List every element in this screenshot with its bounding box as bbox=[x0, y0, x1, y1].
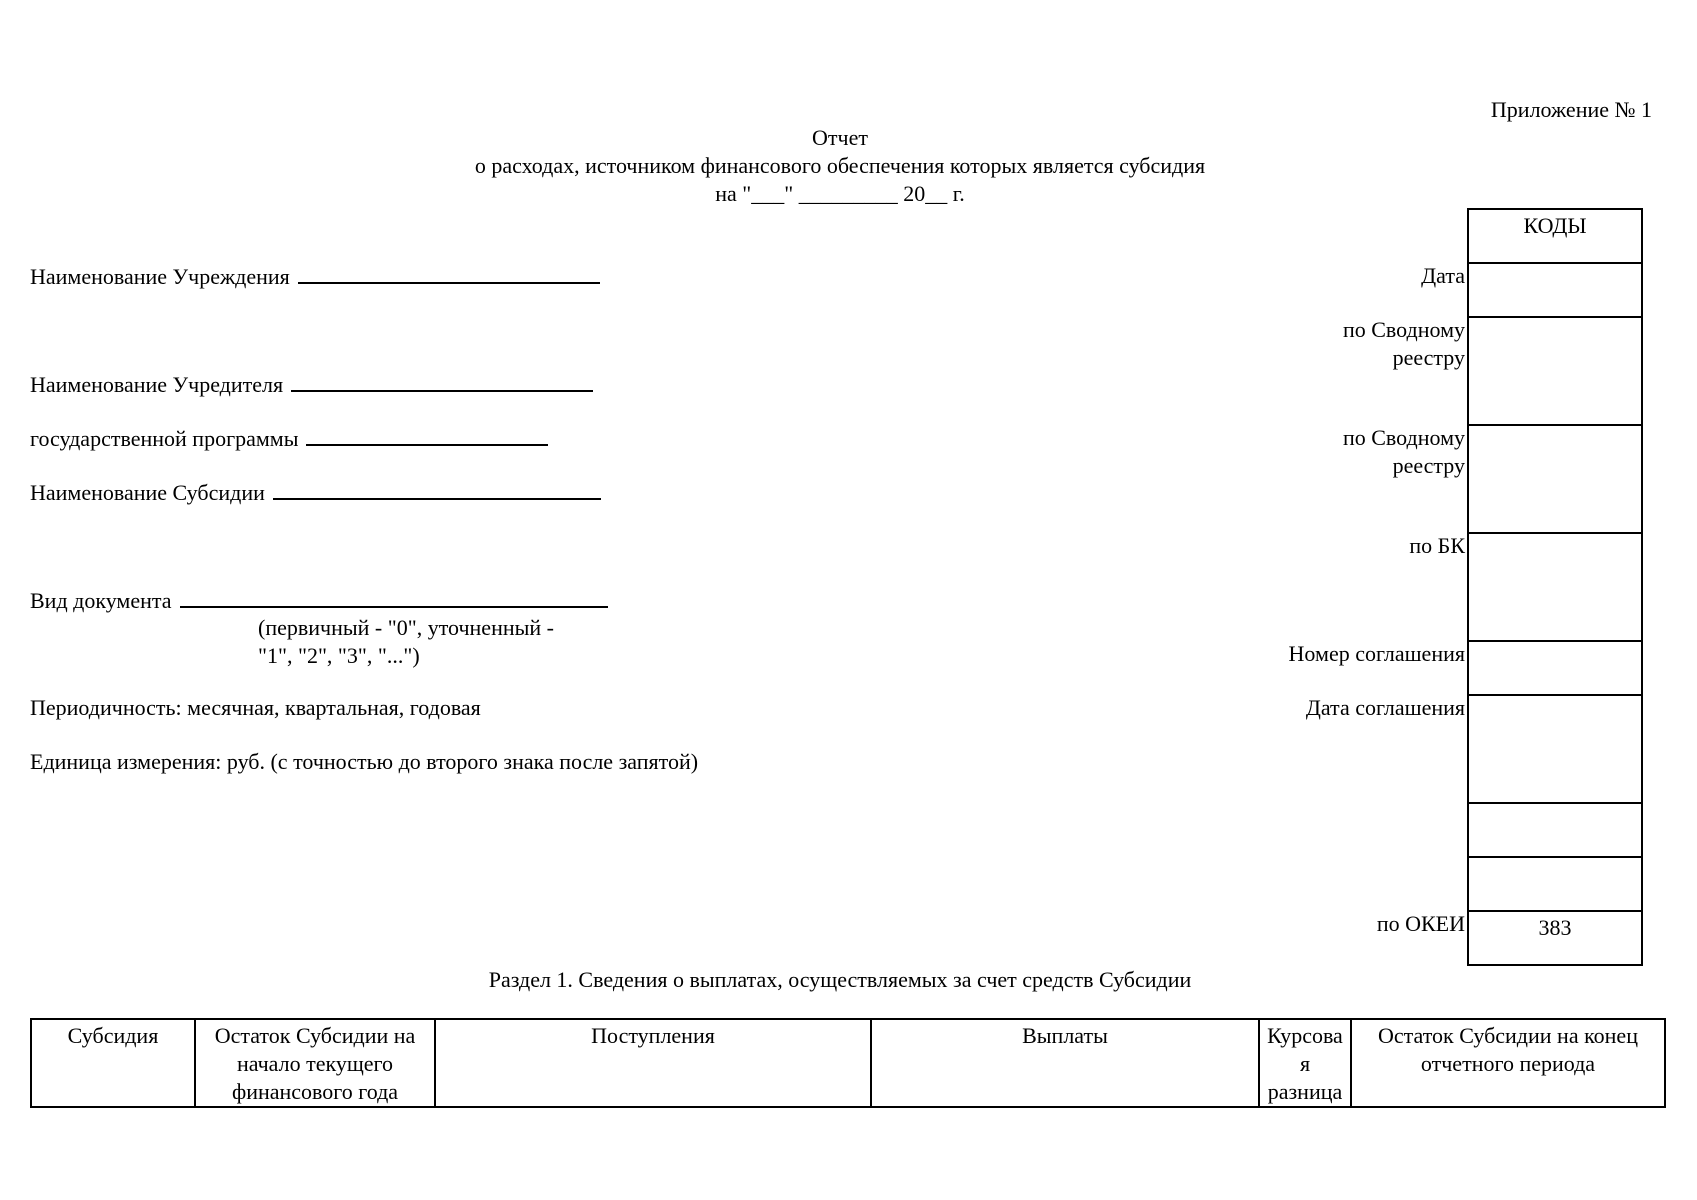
col-payments: Выплаты bbox=[871, 1019, 1259, 1107]
code-cell-agreement-date[interactable] bbox=[1469, 696, 1641, 804]
codes-table bbox=[1467, 208, 1643, 966]
code-cell-date[interactable] bbox=[1469, 264, 1641, 318]
program-field bbox=[30, 424, 548, 453]
code-cell-bk[interactable] bbox=[1469, 534, 1641, 642]
code-cell-extra-2[interactable] bbox=[1469, 858, 1641, 912]
bk-label: по БК bbox=[1409, 533, 1465, 558]
col-subsidy: Субсидия bbox=[31, 1019, 195, 1107]
subsidy-field bbox=[30, 478, 601, 507]
unit-text: Единица измерения: руб. (с точностью до второго знака после запятой) bbox=[30, 749, 699, 774]
subsidy-label: Наименование Субсидии bbox=[30, 480, 265, 505]
col-balance-end: Остаток Субсидии на конец отчетного периода bbox=[1351, 1019, 1665, 1107]
registry-1-label-b: реестру bbox=[1392, 345, 1465, 370]
doc-type-label: Вид документа bbox=[30, 588, 172, 613]
program-input[interactable] bbox=[306, 424, 548, 446]
institution-label: Наименование Учреждения bbox=[30, 264, 290, 289]
code-cell-agreement-number[interactable] bbox=[1469, 642, 1641, 696]
col-receipts: Поступления bbox=[435, 1019, 871, 1107]
institution-field bbox=[30, 262, 600, 291]
title-line-2: о расходах, источником финансового обеспечения которых является субсидия bbox=[474, 153, 1206, 178]
founder-input[interactable] bbox=[291, 370, 593, 392]
doc-type-field bbox=[30, 586, 608, 615]
doc-type-hint-2: "1", "2", "3", "...") bbox=[258, 643, 420, 668]
registry-2-label-a: по Сводному bbox=[1342, 425, 1465, 450]
program-label: государственной программы bbox=[30, 426, 299, 451]
title-line-1: Отчет bbox=[812, 125, 868, 150]
report-title bbox=[0, 124, 1680, 208]
code-cell-registry-1[interactable] bbox=[1469, 318, 1641, 426]
title-line-3: на "___" _________ 20__ г. bbox=[715, 181, 965, 206]
registry-1-label-a: по Сводному bbox=[1342, 317, 1465, 342]
section-1-title: Раздел 1. Сведения о выплатах, осуществляемых за счет средств Субсидии bbox=[488, 967, 1192, 992]
code-cell-registry-2[interactable] bbox=[1469, 426, 1641, 534]
col-balance-start: Остаток Субсидии на начало текущего финансового года bbox=[195, 1019, 435, 1107]
codes-header: КОДЫ bbox=[1469, 210, 1641, 264]
doc-type-hint-1: (первичный - "0", уточненный - bbox=[258, 615, 554, 640]
col-exchange-difference: Курсова я разница bbox=[1259, 1019, 1351, 1107]
agreement-number-label: Номер соглашения bbox=[1288, 641, 1465, 666]
section-1-table bbox=[30, 1018, 1666, 1108]
appendix-label: Приложение № 1 bbox=[1490, 97, 1652, 122]
doc-type-input[interactable] bbox=[180, 586, 608, 608]
date-label: Дата bbox=[1421, 263, 1465, 288]
okei-label: по ОКЕИ bbox=[1376, 911, 1465, 936]
founder-field bbox=[30, 370, 593, 399]
subsidy-input[interactable] bbox=[273, 478, 601, 500]
institution-input[interactable] bbox=[298, 262, 600, 284]
founder-label: Наименование Учредителя bbox=[30, 372, 284, 397]
code-cell-okei[interactable]: 383 bbox=[1538, 915, 1572, 940]
agreement-date-label: Дата соглашения bbox=[1305, 695, 1465, 720]
periodicity-text: Периодичность: месячная, квартальная, годовая bbox=[30, 695, 481, 720]
code-cell-extra-1[interactable] bbox=[1469, 804, 1641, 858]
table-header-row bbox=[31, 1019, 1665, 1107]
registry-2-label-b: реестру bbox=[1392, 453, 1465, 478]
